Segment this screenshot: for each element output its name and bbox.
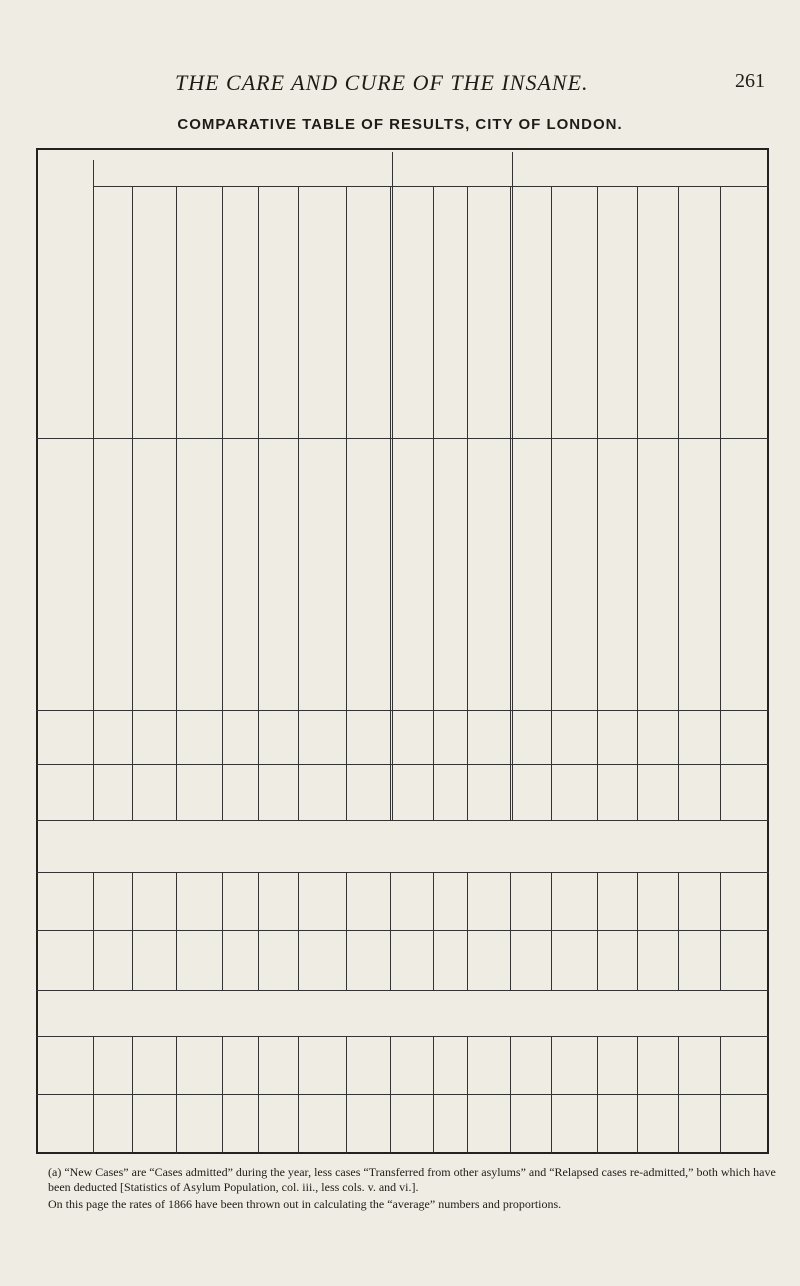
column-header	[223, 192, 257, 432]
column-rule	[678, 872, 679, 990]
column-rule	[597, 872, 598, 990]
rule	[36, 990, 769, 991]
column-rule	[551, 872, 552, 990]
column-header	[133, 192, 175, 432]
table-title: COMPARATIVE TABLE OF RESULTS, CITY OF LONDON.	[177, 116, 623, 133]
column-header	[552, 192, 596, 432]
column-rule	[93, 872, 94, 990]
rule	[93, 186, 769, 187]
rule	[36, 1036, 769, 1037]
rule	[36, 438, 769, 439]
running-title: THE CARE AND CURE OF THE INSANE.	[175, 70, 589, 95]
column-header	[347, 192, 389, 432]
column-rule	[258, 872, 259, 990]
page-number: 261	[735, 70, 765, 92]
column-header	[434, 192, 466, 432]
column-rule	[467, 872, 468, 990]
column-rule	[176, 872, 177, 990]
column-rule	[637, 872, 638, 990]
column-rule	[222, 872, 223, 990]
column-header	[94, 192, 131, 432]
column-rule	[720, 872, 721, 990]
rule	[36, 820, 769, 821]
column-header	[391, 192, 432, 432]
column-header	[259, 192, 297, 432]
column-header	[299, 192, 345, 432]
rule	[36, 930, 769, 931]
column-header	[598, 192, 636, 432]
column-header	[511, 192, 550, 432]
column-header	[177, 192, 221, 432]
footnote-average-note: On this page the rates of 1866 have been thrown out in calculating the “average” numbers and proportions.	[48, 1197, 562, 1211]
column-rule	[132, 872, 133, 990]
rule	[36, 1094, 769, 1095]
column-rule	[433, 872, 434, 990]
rule	[36, 764, 769, 765]
column-header	[638, 192, 677, 432]
column-rule	[390, 872, 391, 990]
column-header	[679, 192, 719, 432]
rule	[36, 710, 769, 711]
column-rule	[298, 872, 299, 990]
column-header	[468, 192, 509, 432]
column-header	[721, 192, 768, 432]
column-rule	[346, 872, 347, 990]
column-rule	[510, 872, 511, 990]
rule	[36, 872, 769, 873]
footnote-new-cases: (a) “New Cases” are “Cases admitted” during the year, less cases “Transferred from other asylums” and “Relapsed cases re-admitted,” both which have been deducted [Statistics of Asylum Population, col. iii., less cols. v. and vi.].	[48, 1165, 776, 1194]
running-head	[0, 70, 800, 98]
